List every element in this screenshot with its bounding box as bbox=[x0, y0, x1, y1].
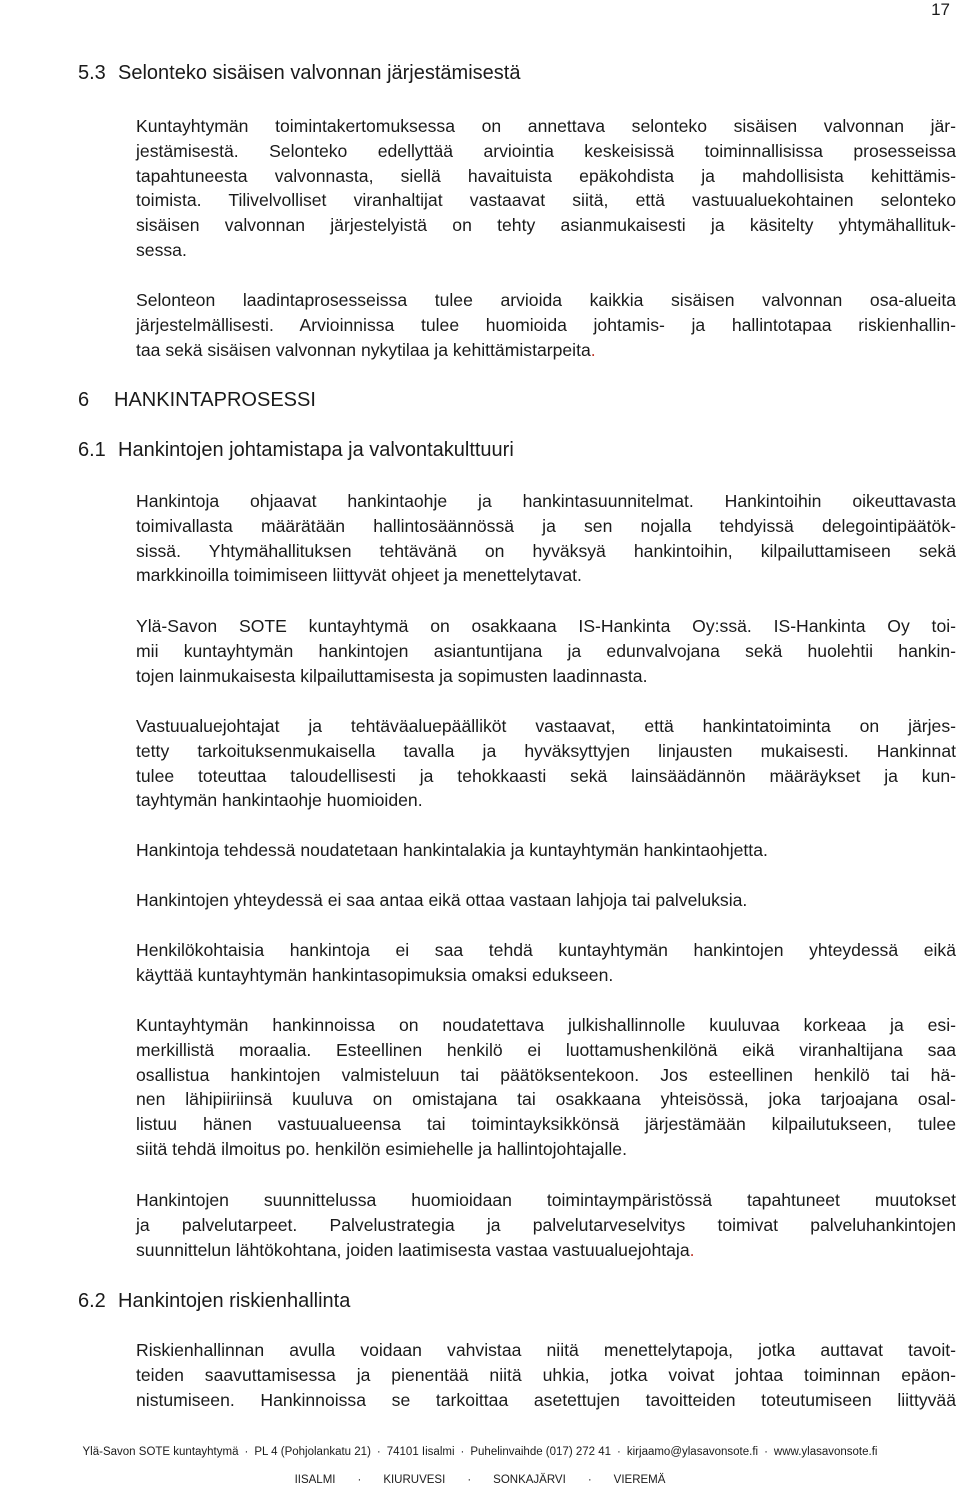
footer-separator: · bbox=[764, 1446, 768, 1458]
paragraph-line bbox=[136, 1238, 956, 1263]
footer-web: www.ylasavonsote.fi bbox=[773, 1446, 878, 1458]
paragraph-5 bbox=[136, 714, 956, 813]
paragraph-line: ja palvelutarpeet. Palvelustrategia ja palvelutarveselvitys toimivat palveluhankintojen bbox=[136, 1214, 956, 1235]
paragraph-line: nistumiseen. Hankinnoissa se tarkoittaa asetettujen tavoitteiden toteutumiseen liittyvää bbox=[136, 1389, 956, 1410]
footer-postal: 74101 Iisalmi bbox=[386, 1446, 455, 1458]
paragraph-line: Ylä-Savon SOTE kuntayhtymä on osakkaana IS-Hankinta Oy:ssä. IS-Hankinta Oy toi- bbox=[136, 616, 956, 636]
paragraph-line: jestämisestä. Selonteko edellyttää arviointia keskeisissä toiminnallisissa prosesseissa bbox=[136, 140, 956, 161]
footer-email: kirjaamo@ylasavonsote.fi bbox=[626, 1446, 759, 1458]
paragraph-line: markkinoilla toimimiseen liittyvät ohjeet ja menettelytavat. bbox=[136, 565, 582, 586]
section-heading-5-3 bbox=[78, 62, 520, 85]
paragraph-line: Henkilökohtaisia hankintoja ei saa tehdä kuntayhtymän hankintojen yhteydessä eikä bbox=[136, 940, 956, 960]
paragraph-6 bbox=[136, 838, 956, 863]
paragraph-line: Kuntayhtymän hankinnoissa on noudatettava julkishallinnolle kuuluvaa korkeaa ja esi- bbox=[136, 1015, 956, 1035]
paragraph-line: tayhtymän hankintaohje huomioiden. bbox=[136, 790, 423, 811]
paragraph-line: Riskienhallinnan avulla voidaan vahvistaa niitä menettelytapoja, jotka auttavat tavoit- bbox=[136, 1340, 956, 1360]
footer-address: PL 4 (Pohjolankatu 21) bbox=[254, 1446, 371, 1458]
section-title: HANKINTAPROSESSI bbox=[114, 389, 316, 411]
paragraph-line: Hankintojen yhteydessä ei saa antaa eikä ottaa vastaan lahjoja tai palveluksia. bbox=[136, 890, 748, 910]
accent-dot: . bbox=[689, 1239, 695, 1260]
section-number: 5.3 bbox=[78, 62, 106, 84]
paragraph-1 bbox=[136, 114, 956, 263]
footer-org: Ylä-Savon SOTE kuntayhtymä bbox=[82, 1446, 239, 1458]
paragraph-line: sisäisen valvonnan järjestelyistä on tehty asianmukaisesti ja käsitelty yhtymähallituk- bbox=[136, 215, 956, 236]
paragraph-line: tojen lainmukaisesta kilpailuttamisesta ja sopimusten laadinnasta. bbox=[136, 665, 648, 686]
paragraph-8 bbox=[136, 938, 956, 988]
footer-contact bbox=[0, 1446, 960, 1458]
section-title: Hankintojen johtamistapa ja valvontakulttuuri bbox=[118, 439, 514, 461]
paragraph-line: toimista. Tilivelvolliset viranhaltijat vastaavat siitä, että vastuualuekohtainen selonteko bbox=[136, 190, 956, 211]
footer-location: KIURUVESI bbox=[383, 1474, 446, 1486]
paragraph-line: Hankintoja tehdessä noudatetaan hankintalakia ja kuntayhtymän hankintaohjetta. bbox=[136, 840, 768, 860]
footer-separator: · bbox=[357, 1474, 362, 1486]
paragraph-line: merkillistä moraalia. Esteellinen henkilö ei luottamushenkilönä eikä viranhaltijana saa bbox=[136, 1039, 956, 1060]
paragraph-line: Hankintoja ohjaavat hankintaohje ja hankintasuunnitelmat. Hankintoihin oikeuttavasta bbox=[136, 491, 956, 511]
paragraph-4 bbox=[136, 614, 956, 688]
footer-separator: · bbox=[244, 1446, 249, 1458]
section-title: Selonteko sisäisen valvonnan järjestämisestä bbox=[118, 62, 521, 84]
paragraph-10 bbox=[136, 1188, 956, 1262]
footer-location: SONKAJÄRVI bbox=[493, 1474, 566, 1486]
paragraph-line: käyttää kuntayhtymän hankintasopimuksia omaksi edukseen. bbox=[136, 964, 614, 985]
paragraph-line: osallistua hankintojen valmisteluun tai päätöksentekoon. Jos esteellinen henkilö tai hä- bbox=[136, 1064, 956, 1085]
accent-dot: . bbox=[590, 339, 596, 360]
paragraph-line: toimivallasta määrätään hallintosäännössä ja sen nojalla tehdyissä delegointipäätök- bbox=[136, 515, 956, 536]
section-number: 6.2 bbox=[78, 1290, 106, 1312]
paragraph-line: tapahtuneesta valvonnasta, siellä havaituista epäkohdista ja mahdollisista kehittämis- bbox=[136, 165, 956, 186]
paragraph-9 bbox=[136, 1013, 956, 1162]
page-number: 17 bbox=[931, 0, 950, 19]
paragraph-line: mii kuntayhtymän hankintojen asiantuntijana ja edunvalvojana sekä huolehtii hankin- bbox=[136, 640, 956, 661]
footer-separator: · bbox=[587, 1474, 592, 1486]
section-heading-6 bbox=[78, 389, 316, 412]
paragraph-line bbox=[136, 338, 956, 363]
paragraph-line: listuu hänen vastuualueensa tai toimintayksikkönsä järjestämään kilpailutukseen, tulee bbox=[136, 1114, 956, 1135]
paragraph-line: Kuntayhtymän toimintakertomuksessa on annettava selonteko sisäisen valvonnan jär- bbox=[136, 116, 956, 136]
section-heading-6-1 bbox=[78, 439, 514, 462]
paragraph-11 bbox=[136, 1338, 956, 1412]
section-number: 6 bbox=[78, 389, 90, 411]
paragraph-line: sissä. Yhtymähallituksen tehtävänä on hyväksyä hankintoihin, kilpailuttamiseen sekä bbox=[136, 540, 956, 561]
paragraph-line: tulee toteuttaa taloudellisesti ja tehokkaasti sekä lainsäädännön määräykset ja kun- bbox=[136, 765, 956, 786]
paragraph-line-text: suunnittelun lähtökohtana, joiden laatimisesta vastaa vastuualuejohtaja bbox=[136, 1239, 690, 1260]
section-title: Hankintojen riskienhallinta bbox=[118, 1290, 351, 1312]
footer-location: VIEREMÄ bbox=[613, 1474, 666, 1486]
footer-separator: · bbox=[460, 1446, 465, 1458]
paragraph-line: teiden saavuttamisessa ja pienentää niitä uhkia, jotka voivat johtaa toiminnan epäon- bbox=[136, 1364, 956, 1385]
paragraph-line: Selonteon laadintaprosesseissa tulee arvioida kaikkia sisäisen valvonnan osa-alueita bbox=[136, 290, 956, 310]
paragraph-line: Vastuualuejohtajat ja tehtäväaluepäälliköt vastaavat, että hankintatoiminta on järjes- bbox=[136, 716, 956, 736]
footer-separator: · bbox=[376, 1446, 381, 1458]
footer-separator: · bbox=[467, 1474, 472, 1486]
footer-location: IISALMI bbox=[294, 1474, 336, 1486]
paragraph-line: nen lähipiiriinsä kuuluva on omistajana tai osakkaana yhteisössä, joka tarjoajana osal- bbox=[136, 1089, 956, 1110]
paragraph-line: tetty tarkoituksenmukaisella tavalla ja hyväksyttyjen linjausten mukaisesti. Hankinnat bbox=[136, 740, 956, 761]
section-heading-6-2 bbox=[78, 1290, 350, 1313]
section-number: 6.1 bbox=[78, 439, 106, 461]
footer-separator: · bbox=[617, 1446, 621, 1458]
footer-locations bbox=[0, 1474, 960, 1486]
paragraph-line: Hankintojen suunnittelussa huomioidaan toimintaympäristössä tapahtuneet muutokset bbox=[136, 1190, 956, 1210]
paragraph-7 bbox=[136, 888, 956, 913]
paragraph-line: sessa. bbox=[136, 239, 187, 260]
footer-phone: Puhelinvaihde (017) 272 41 bbox=[470, 1446, 612, 1458]
paragraph-line: järjestelmällisesti. Arvioinnissa tulee huomioida johtamis- ja hallintotapaa riskienhallin- bbox=[136, 314, 956, 335]
paragraph-line-text: taa sekä sisäisen valvonnan nykytilaa ja kehittämistarpeita bbox=[136, 339, 591, 360]
paragraph-line: siitä tehdä ilmoitus po. henkilön esimiehelle ja hallintojohtajalle. bbox=[136, 1138, 627, 1159]
paragraph-2 bbox=[136, 288, 956, 362]
paragraph-3 bbox=[136, 489, 956, 588]
